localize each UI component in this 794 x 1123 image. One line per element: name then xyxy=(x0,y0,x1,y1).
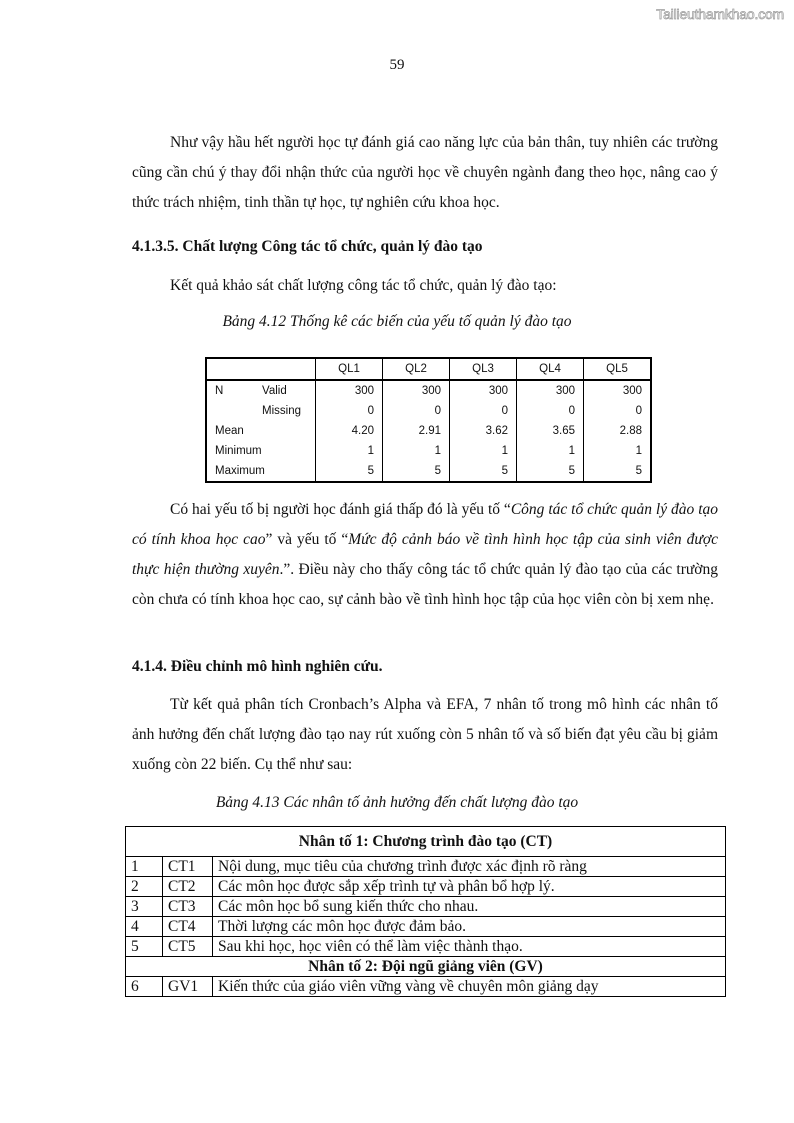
stats-row-label: Missing xyxy=(262,405,301,417)
paragraph-model-adjustment: Từ kết quả phân tích Cronbach’s Alpha và EFA, 7 nhân tố trong mô hình các nhân tố ảnh hưởng đến chất lượng đào tạo nay rút xuống còn 5 nhân tố và số biến đạt yêu cầu bị giảm xuống còn 22 biến. Cụ thể như sau: xyxy=(132,696,718,773)
table-caption-4-13: Bảng 4.13 Các nhân tố ảnh hưởng đến chất lượng đào tạo xyxy=(215,794,579,811)
stats-cell: 1 xyxy=(450,441,517,461)
stats-cell: 0 xyxy=(383,401,450,421)
factor-description: Các môn học bổ sung kiến thức cho nhau. xyxy=(213,897,726,917)
stats-row-minimum xyxy=(206,441,651,461)
factor-code: CT3 xyxy=(163,897,213,917)
section-heading-4-1-3-5: 4.1.3.5. Chất lượng Công tác tổ chức, quản lý đào tạo xyxy=(132,238,483,255)
stats-cell: 1 xyxy=(517,441,584,461)
factor-group-row xyxy=(126,827,726,857)
stats-cell: 3.62 xyxy=(450,421,517,441)
stats-cell: 300 xyxy=(517,380,584,401)
factor-description: Sau khi học, học viên có thể làm việc thành thạo. xyxy=(213,937,726,957)
stats-cell: 2.91 xyxy=(383,421,450,441)
stats-cell: 5 xyxy=(316,461,383,482)
factor-description: Nội dung, mục tiêu của chương trình được xác định rõ ràng xyxy=(213,857,726,877)
factor-row xyxy=(126,897,726,917)
stats-col-header: QL3 xyxy=(450,358,517,380)
stats-cell: 0 xyxy=(316,401,383,421)
factor-description: Kiến thức của giáo viên vững vàng về chuyên môn giảng dạy xyxy=(213,977,726,997)
factor-code: CT1 xyxy=(163,857,213,877)
factor-row xyxy=(126,857,726,877)
factor-code: CT4 xyxy=(163,917,213,937)
stats-corner-cell xyxy=(206,358,316,380)
stats-row-label: Maximum xyxy=(215,465,265,477)
factor-index: 3 xyxy=(126,897,163,917)
page-number: 59 xyxy=(389,57,405,73)
stats-table xyxy=(205,357,652,483)
factor-code: GV1 xyxy=(163,977,213,997)
factor-index: 6 xyxy=(126,977,163,997)
stats-col-header: QL5 xyxy=(584,358,652,380)
factor-row xyxy=(126,937,726,957)
stats-cell: 300 xyxy=(383,380,450,401)
stats-row-valid xyxy=(206,380,651,401)
stats-cell: 5 xyxy=(517,461,584,482)
paragraph-summary: Như vậy hầu hết người học tự đánh giá cao năng lực của bản thân, tuy nhiên các trường cũng cần chú ý thay đổi nhận thức của người học về chuyên ngành đang theo học, nâng cao ý thức trách nhiệm, tinh thần tự học, tự nghiên cứu khoa học. xyxy=(132,134,718,211)
factor-description: Các môn học được sắp xếp trình tự và phân bổ hợp lý. xyxy=(213,877,726,897)
stats-cell: 0 xyxy=(517,401,584,421)
stats-row-maximum xyxy=(206,461,651,482)
stats-col-header: QL1 xyxy=(316,358,383,380)
factor-table xyxy=(125,826,726,997)
factor-code: CT5 xyxy=(163,937,213,957)
factor-index: 2 xyxy=(126,877,163,897)
paragraph-survey-intro: Kết quả khảo sát chất lượng công tác tổ chức, quản lý đào tạo: xyxy=(170,277,557,294)
stats-cell: 5 xyxy=(584,461,652,482)
stats-col-header: QL2 xyxy=(383,358,450,380)
factor-description: Thời lượng các môn học được đảm bảo. xyxy=(213,917,726,937)
factor-group-row xyxy=(126,957,726,977)
stats-cell: 5 xyxy=(450,461,517,482)
stats-cell: 1 xyxy=(383,441,450,461)
factor-group-title: Nhân tố 2: Đội ngũ giảng viên (GV) xyxy=(126,957,726,977)
factor-code: CT2 xyxy=(163,877,213,897)
factor-index: 5 xyxy=(126,937,163,957)
paragraph-low-rated-factors: Có hai yếu tố bị người học đánh giá thấp đó là yếu tố “Công tác tổ chức quản lý đào tạo có tính khoa học cao” và yếu tố “Mức độ cảnh báo về tình hình học tập của sinh viên được thực hiện thường xuyên.”. Điều này cho thấy công tác tổ chức quản lý đào tạo của các trường còn chưa có tính khoa học cao, sự cảnh bào về tình hình học tập của học viên còn bị xem nhẹ. xyxy=(132,501,718,608)
section-heading-4-1-4: 4.1.4. Điều chỉnh mô hình nghiên cứu. xyxy=(132,658,383,675)
factor-row xyxy=(126,977,726,997)
table-caption-4-12: Bảng 4.12 Thống kê các biến của yếu tố quản lý đào tạo xyxy=(222,313,572,330)
factor-group-title: Nhân tố 1: Chương trình đào tạo (CT) xyxy=(126,827,726,857)
stats-cell: 1 xyxy=(316,441,383,461)
stats-cell: 0 xyxy=(584,401,652,421)
factor-row xyxy=(126,877,726,897)
stats-cell: 0 xyxy=(450,401,517,421)
stats-row-label: N Valid xyxy=(215,385,287,397)
stats-cell: 300 xyxy=(316,380,383,401)
stats-cell: 300 xyxy=(450,380,517,401)
stats-cell: 1 xyxy=(584,441,652,461)
watermark: Tailieuthamkhao.com xyxy=(656,6,784,22)
stats-row-label: Minimum xyxy=(215,445,262,457)
stats-row-mean xyxy=(206,421,651,441)
factor-index: 4 xyxy=(126,917,163,937)
stats-header-row xyxy=(206,358,651,380)
stats-cell: 5 xyxy=(383,461,450,482)
stats-cell: 4.20 xyxy=(316,421,383,441)
stats-cell: 300 xyxy=(584,380,652,401)
stats-col-header: QL4 xyxy=(517,358,584,380)
stats-cell: 3.65 xyxy=(517,421,584,441)
factor-index: 1 xyxy=(126,857,163,877)
factor-row xyxy=(126,917,726,937)
stats-row-missing xyxy=(206,401,651,421)
stats-cell: 2.88 xyxy=(584,421,652,441)
stats-row-label: Mean xyxy=(215,425,244,437)
